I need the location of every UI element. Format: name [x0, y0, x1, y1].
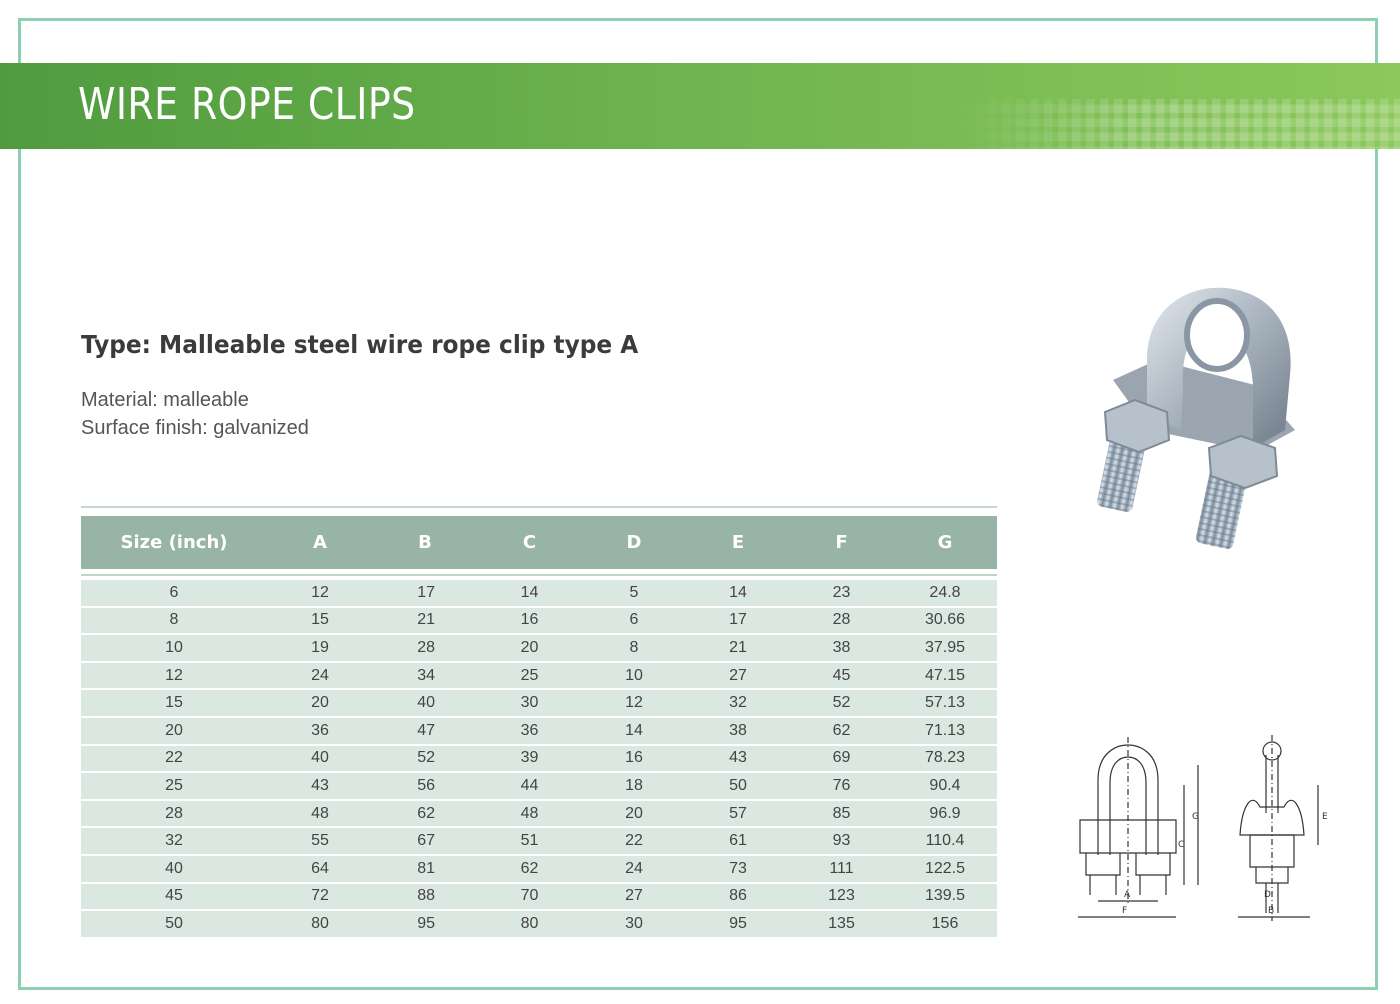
table-cell: 85 — [790, 800, 893, 828]
table-cell: 30 — [582, 910, 686, 938]
table-cell: 30 — [477, 689, 582, 717]
wire-rope-clip-technical-drawing-icon — [1070, 735, 1338, 925]
table-cell: 12 — [582, 689, 686, 717]
table-row — [81, 689, 997, 717]
table-cell: 52 — [373, 745, 477, 773]
table-cell: 47.15 — [893, 662, 997, 690]
table-cell: 81 — [373, 855, 477, 883]
table-cell: 43 — [267, 772, 373, 800]
table-cell: 8 — [582, 634, 686, 662]
table-cell: 27 — [582, 883, 686, 911]
front-view — [1078, 737, 1198, 917]
table-row — [81, 772, 997, 800]
table-cell: 70 — [477, 883, 582, 911]
table-cell: 32 — [81, 827, 267, 855]
table-cell: 28 — [790, 607, 893, 635]
table-cell: 14 — [477, 580, 582, 607]
dimension-label-a: A — [1124, 890, 1131, 900]
dimensions-table — [81, 516, 997, 939]
table-cell: 14 — [582, 717, 686, 745]
table-row — [81, 855, 997, 883]
table-cell: 50 — [686, 772, 790, 800]
table-cell: 139.5 — [893, 883, 997, 911]
table-cell: 20 — [477, 634, 582, 662]
table-row — [81, 580, 997, 607]
table-cell: 62 — [477, 855, 582, 883]
table-cell: 90.4 — [893, 772, 997, 800]
table-cell: 6 — [582, 607, 686, 635]
table-cell: 27 — [686, 662, 790, 690]
column-header-d: D — [582, 516, 686, 572]
table-cell: 62 — [790, 717, 893, 745]
column-header-c: C — [477, 516, 582, 572]
table-cell: 96.9 — [893, 800, 997, 828]
table-row — [81, 883, 997, 911]
table-cell: 122.5 — [893, 855, 997, 883]
table-cell: 45 — [81, 883, 267, 911]
table-cell: 48 — [267, 800, 373, 828]
table-cell: 51 — [477, 827, 582, 855]
table-cell: 47 — [373, 717, 477, 745]
table-cell: 36 — [477, 717, 582, 745]
table-cell: 15 — [267, 607, 373, 635]
table-cell: 57.13 — [893, 689, 997, 717]
table-cell: 8 — [81, 607, 267, 635]
table-top-rule — [81, 506, 997, 508]
table-cell: 95 — [686, 910, 790, 938]
dimension-label-e: E — [1322, 812, 1328, 822]
column-header-b: B — [373, 516, 477, 572]
table-row — [81, 634, 997, 662]
product-type-heading: Type: Malleable steel wire rope clip type A — [81, 330, 639, 359]
table-cell: 19 — [267, 634, 373, 662]
table-cell: 32 — [686, 689, 790, 717]
table-cell: 16 — [477, 607, 582, 635]
table-cell: 30.66 — [893, 607, 997, 635]
table-cell: 52 — [790, 689, 893, 717]
table-row — [81, 662, 997, 690]
table-cell: 67 — [373, 827, 477, 855]
table-cell: 25 — [477, 662, 582, 690]
table-cell: 111 — [790, 855, 893, 883]
side-view — [1238, 735, 1318, 921]
table-row — [81, 800, 997, 828]
table-cell: 18 — [582, 772, 686, 800]
column-header-a: A — [267, 516, 373, 572]
dimension-label-f: F — [1122, 906, 1128, 916]
header-banner — [0, 63, 1400, 149]
table-cell: 21 — [686, 634, 790, 662]
dimension-label-d: D — [1264, 890, 1271, 900]
table-cell: 123 — [790, 883, 893, 911]
table-cell: 56 — [373, 772, 477, 800]
table-cell: 37.95 — [893, 634, 997, 662]
table-cell: 20 — [267, 689, 373, 717]
table-cell: 22 — [81, 745, 267, 773]
dimension-label-g: G — [1192, 812, 1199, 822]
table-cell: 76 — [790, 772, 893, 800]
table-cell: 5 — [582, 580, 686, 607]
table-row — [81, 745, 997, 773]
table-cell: 17 — [686, 607, 790, 635]
table-cell: 44 — [477, 772, 582, 800]
table-cell: 24 — [267, 662, 373, 690]
table-cell: 25 — [81, 772, 267, 800]
table-cell: 156 — [893, 910, 997, 938]
table-cell: 14 — [686, 580, 790, 607]
table-cell: 55 — [267, 827, 373, 855]
table-row — [81, 827, 997, 855]
table-cell: 48 — [477, 800, 582, 828]
table-cell: 6 — [81, 580, 267, 607]
table-cell: 24.8 — [893, 580, 997, 607]
table-cell: 86 — [686, 883, 790, 911]
table-cell: 38 — [686, 717, 790, 745]
table-cell: 36 — [267, 717, 373, 745]
table-cell: 43 — [686, 745, 790, 773]
table-cell: 71.13 — [893, 717, 997, 745]
table-cell: 73 — [686, 855, 790, 883]
page-title: WIRE ROPE CLIPS — [78, 79, 416, 130]
table-cell: 40 — [373, 689, 477, 717]
table-cell: 22 — [582, 827, 686, 855]
table-cell: 24 — [582, 855, 686, 883]
table-cell: 88 — [373, 883, 477, 911]
table-cell: 80 — [267, 910, 373, 938]
table-cell: 61 — [686, 827, 790, 855]
table-cell: 69 — [790, 745, 893, 773]
table-cell: 57 — [686, 800, 790, 828]
table-cell: 10 — [582, 662, 686, 690]
table-cell: 62 — [373, 800, 477, 828]
table-cell: 34 — [373, 662, 477, 690]
dimension-label-c: C — [1178, 840, 1185, 850]
table-cell: 78.23 — [893, 745, 997, 773]
table-row — [81, 607, 997, 635]
table-body — [81, 576, 997, 938]
table-cell: 38 — [790, 634, 893, 662]
table-cell: 12 — [81, 662, 267, 690]
table-row — [81, 717, 997, 745]
column-header-size: Size (inch) — [81, 516, 267, 572]
material-spec: Material: malleable — [81, 389, 249, 411]
table-cell: 10 — [81, 634, 267, 662]
table-cell: 23 — [790, 580, 893, 607]
table-cell: 40 — [267, 745, 373, 773]
wire-rope-clip-photo-icon — [1085, 280, 1320, 560]
table-cell: 80 — [477, 910, 582, 938]
table-cell: 93 — [790, 827, 893, 855]
column-header-g: G — [893, 516, 997, 572]
table-cell: 45 — [790, 662, 893, 690]
surface-finish-spec: Surface finish: galvanized — [81, 417, 309, 439]
banner-dot-pattern — [960, 99, 1400, 149]
table-cell: 72 — [267, 883, 373, 911]
table-cell: 64 — [267, 855, 373, 883]
table-cell: 20 — [582, 800, 686, 828]
table-cell: 110.4 — [893, 827, 997, 855]
table-cell: 135 — [790, 910, 893, 938]
table-cell: 28 — [373, 634, 477, 662]
table-cell: 16 — [582, 745, 686, 773]
table-cell: 40 — [81, 855, 267, 883]
table-cell: 15 — [81, 689, 267, 717]
table-cell: 21 — [373, 607, 477, 635]
table-cell: 28 — [81, 800, 267, 828]
table-row — [81, 910, 997, 938]
table-cell: 39 — [477, 745, 582, 773]
table-cell: 17 — [373, 580, 477, 607]
column-header-f: F — [790, 516, 893, 572]
table-cell: 12 — [267, 580, 373, 607]
column-header-e: E — [686, 516, 790, 572]
table-cell: 20 — [81, 717, 267, 745]
table-cell: 95 — [373, 910, 477, 938]
table-cell: 50 — [81, 910, 267, 938]
dimension-label-b: B — [1268, 906, 1275, 916]
